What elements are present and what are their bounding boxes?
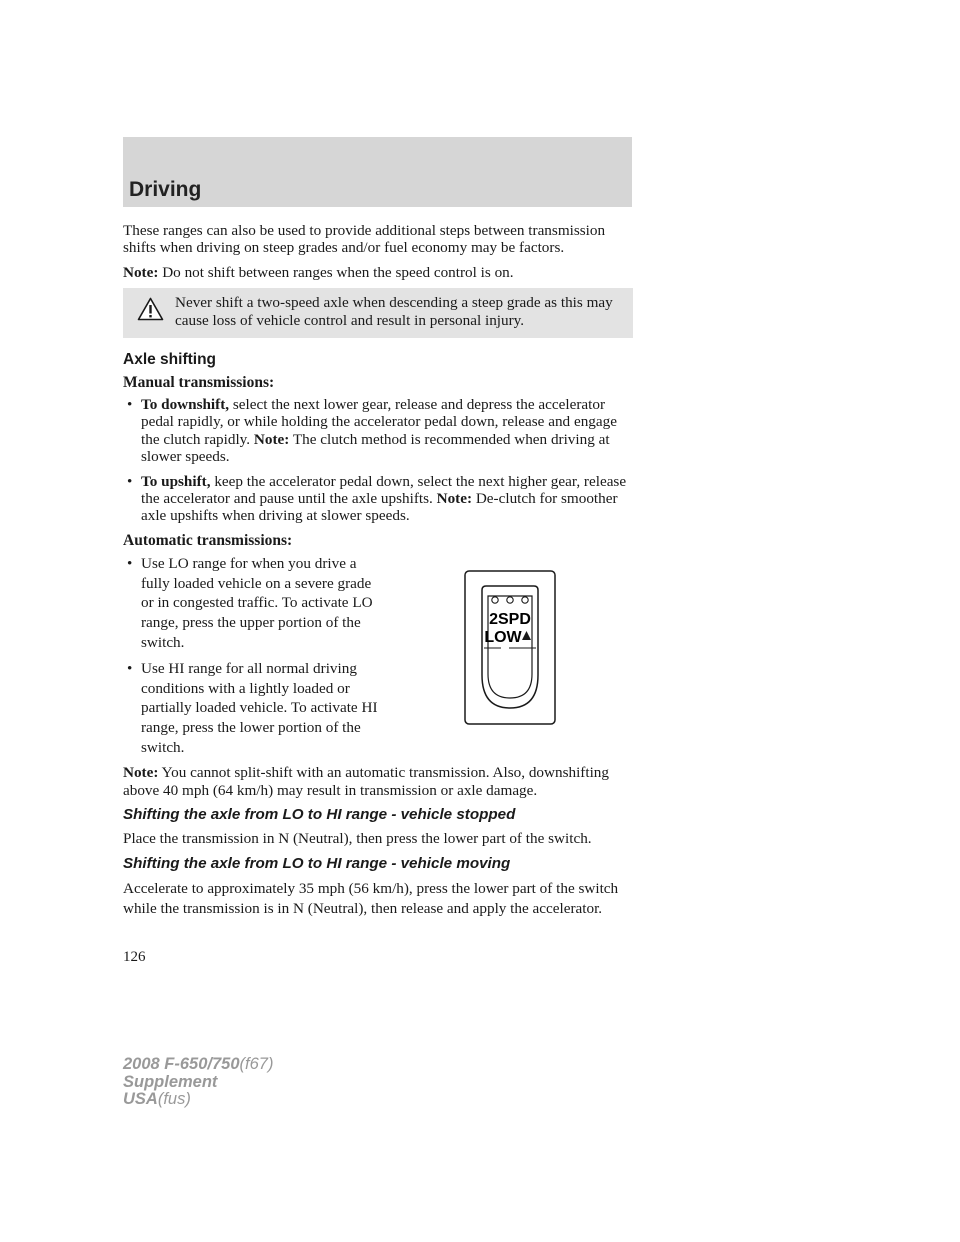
vehicle-stopped-heading: Shifting the axle from LO to HI range - vehicle stopped [123,806,516,824]
list-item [123,396,633,466]
footer-model-code: (f67) [239,1055,274,1073]
footer-line-1 [123,1056,273,1074]
bullet-bold-lead: To downshift, [141,396,230,414]
note-text: You cannot split-shift with an automatic transmission. Also, downshifting above 40 mph (64 km/h) may result in transmission or axle damage. [123,764,609,799]
vehicle-moving-heading: Shifting the axle from LO to HI range - vehicle moving [123,854,511,872]
warning-box [123,288,633,338]
bullet-text: Use HI range for all normal driving conditions with a lightly loaded or partially loaded vehicle. To activate HI range, press the lower portion of the switch. [141,660,378,756]
document-footer [123,1056,273,1109]
bullet-bold-lead: To upshift, [141,472,211,490]
note-label: Note: [123,764,159,782]
vehicle-moving-text: Accelerate to approximately 35 mph (56 km/h), press the lower part of the switch while the transmission is in N (Neutral), then release and apply the accelerator. [123,880,619,917]
manual-transmissions-heading: Manual transmissions: [123,373,275,391]
bullet-icon: • [127,472,133,490]
intro-note [123,264,633,281]
bullet-icon: • [127,660,133,678]
automatic-note [123,764,633,799]
list-item [123,554,385,652]
page-number: 126 [123,949,146,965]
list-item [123,659,385,757]
automatic-section [123,554,633,757]
footer-line-2: Supplement [123,1072,218,1091]
bullet-text: Use LO range for when you drive a fully loaded vehicle on a severe grade or in congested traffic. To activate LO range, press the upper portion of the switch. [141,555,373,651]
list-item [123,473,633,525]
note-label: Note: [253,430,290,448]
bullet-icon: • [127,396,133,414]
manual-list [123,396,633,525]
automatic-list [123,554,385,757]
switch-label-2spd: 2SPD [489,611,531,629]
note-text: De-clutch for smoother axle upshifts when driving at slower speeds. [141,490,618,525]
axle-switch-illustration [464,570,556,725]
switch-label-low: LOW [484,629,522,647]
section-title: Driving [129,178,202,201]
vehicle-stopped-text: Place the transmission in N (Neutral), then press the lower part of the switch. [123,830,592,848]
intro-paragraph: These ranges can also be used to provide additional steps between transmission shifts when driving on steep grades and/or fuel economy may be factors. [123,222,606,257]
bullet-icon: • [127,555,133,573]
warning-text: Never shift a two-speed axle when descending a steep grade as this may cause loss of vehicle control and result in personal injury. [175,294,613,329]
note-label: Note: [123,263,159,281]
automatic-transmissions-heading: Automatic transmissions: [123,531,293,549]
footer-market-code: (fus) [157,1090,191,1108]
warning-triangle-icon [137,297,164,321]
note-text: Do not shift between ranges when the speed control is on. [162,263,514,281]
footer-model: 2008 F-650/750 [123,1055,240,1073]
note-text: The clutch method is recommended when driving at slower speeds. [141,430,610,466]
bullet-text: keep the accelerator pedal down, select the next higher gear, release the accelerator and pause until the axle upshifts. [141,472,627,508]
note-label: Note: [436,490,473,508]
page-content [123,222,633,925]
bullet-text: select the next lower gear, release and depress the accelerator pedal rapidly, or while holding the accelerator pedal down, release and engage the clutch rapidly. [141,396,617,448]
footer-market: USA [123,1090,158,1108]
footer-line-3 [123,1091,273,1109]
axle-shifting-heading: Axle shifting [123,351,217,369]
